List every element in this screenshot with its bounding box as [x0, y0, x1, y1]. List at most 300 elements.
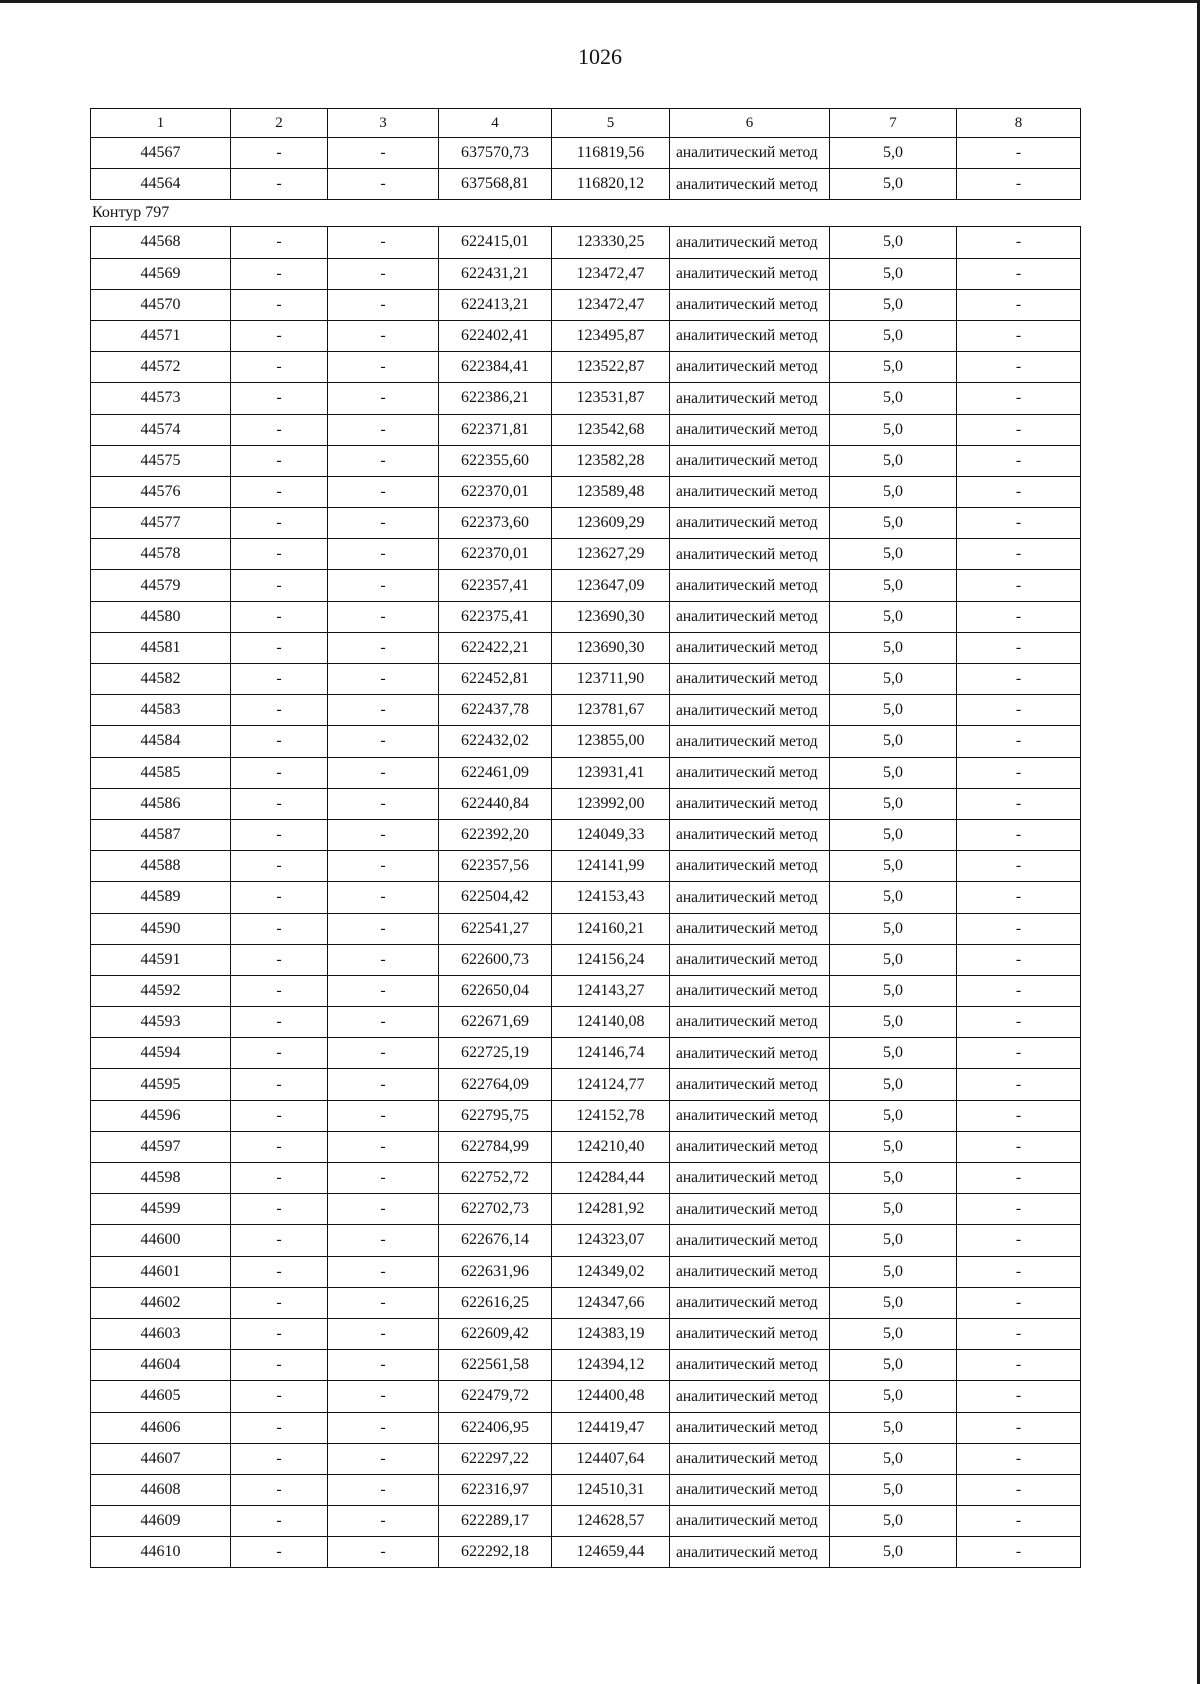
- cell-col-8: -: [957, 1318, 1081, 1349]
- cell-col-5: 123542,68: [552, 414, 670, 445]
- table-row: [91, 476, 1081, 507]
- cell-col-4: 622725,19: [439, 1038, 552, 1069]
- cell-col-7: 5,0: [830, 975, 957, 1006]
- cell-col-5: 124419,47: [552, 1412, 670, 1443]
- cell-col-1: 44585: [91, 757, 231, 788]
- cell-col-3: -: [328, 1194, 439, 1225]
- cell-col-1: 44610: [91, 1537, 231, 1568]
- cell-col-4: 622702,73: [439, 1194, 552, 1225]
- cell-col-6: аналитический метод: [670, 1537, 830, 1568]
- table-row: [91, 664, 1081, 695]
- cell-col-6: аналитический метод: [670, 539, 830, 570]
- cell-col-3: -: [328, 445, 439, 476]
- cell-col-8: 8: [957, 109, 1081, 138]
- cell-col-5: 123609,29: [552, 508, 670, 539]
- cell-col-3: -: [328, 882, 439, 913]
- cell-col-2: -: [231, 788, 328, 819]
- cell-col-8: -: [957, 1443, 1081, 1474]
- table-row: [91, 352, 1081, 383]
- cell-col-8: -: [957, 539, 1081, 570]
- cell-col-2: -: [231, 539, 328, 570]
- cell-col-4: 622292,18: [439, 1537, 552, 1568]
- cell-col-8: -: [957, 258, 1081, 289]
- cell-col-5: 123690,30: [552, 632, 670, 663]
- cell-col-5: 123855,00: [552, 726, 670, 757]
- table-row: [91, 819, 1081, 850]
- cell-col-4: 622541,27: [439, 913, 552, 944]
- cell-col-1: 44602: [91, 1287, 231, 1318]
- cell-col-3: -: [328, 258, 439, 289]
- cell-col-2: -: [231, 695, 328, 726]
- cell-col-4: 622504,42: [439, 882, 552, 913]
- cell-col-1: 44600: [91, 1225, 231, 1256]
- cell-col-4: 622357,41: [439, 570, 552, 601]
- cell-col-1: 44573: [91, 383, 231, 414]
- cell-col-2: -: [231, 352, 328, 383]
- cell-col-5: 116820,12: [552, 169, 670, 200]
- cell-col-8: -: [957, 1474, 1081, 1505]
- cell-col-8: -: [957, 819, 1081, 850]
- cell-col-1: 44579: [91, 570, 231, 601]
- cell-col-7: 5,0: [830, 1100, 957, 1131]
- cell-col-2: -: [231, 975, 328, 1006]
- cell-col-1: 44582: [91, 664, 231, 695]
- cell-col-3: -: [328, 1474, 439, 1505]
- cell-col-3: -: [328, 944, 439, 975]
- cell-col-4: 622440,84: [439, 788, 552, 819]
- cell-col-5: 124284,44: [552, 1163, 670, 1194]
- cell-col-8: -: [957, 289, 1081, 320]
- cell-col-7: 5,0: [830, 138, 957, 169]
- cell-col-2: -: [231, 882, 328, 913]
- cell-col-7: 5,0: [830, 819, 957, 850]
- cell-col-4: 622432,02: [439, 726, 552, 757]
- cell-col-3: -: [328, 1506, 439, 1537]
- cell-col-8: -: [957, 1506, 1081, 1537]
- cell-col-7: 5,0: [830, 632, 957, 663]
- cell-col-5: 124152,78: [552, 1100, 670, 1131]
- cell-col-6: аналитический метод: [670, 1318, 830, 1349]
- cell-col-3: -: [328, 508, 439, 539]
- cell-col-8: -: [957, 1007, 1081, 1038]
- table-row: [91, 1350, 1081, 1381]
- cell-col-8: -: [957, 1225, 1081, 1256]
- cell-col-5: 124153,43: [552, 882, 670, 913]
- cell-col-1: 44592: [91, 975, 231, 1006]
- cell-col-4: 622671,69: [439, 1007, 552, 1038]
- cell-col-2: -: [231, 601, 328, 632]
- cell-col-5: 124210,40: [552, 1131, 670, 1162]
- cell-col-3: -: [328, 726, 439, 757]
- cell-col-4: 622609,42: [439, 1318, 552, 1349]
- cell-col-6: аналитический метод: [670, 289, 830, 320]
- cell-col-6: аналитический метод: [670, 476, 830, 507]
- scan-edge-top: [0, 0, 1200, 3]
- table-row: [91, 138, 1081, 169]
- cell-col-7: 5,0: [830, 1443, 957, 1474]
- cell-col-2: -: [231, 570, 328, 601]
- cell-col-4: 622600,73: [439, 944, 552, 975]
- cell-col-1: 44606: [91, 1412, 231, 1443]
- cell-col-4: 637568,81: [439, 169, 552, 200]
- cell-col-8: -: [957, 227, 1081, 258]
- cell-col-3: -: [328, 757, 439, 788]
- cell-col-7: 5,0: [830, 476, 957, 507]
- cell-col-8: -: [957, 1381, 1081, 1412]
- cell-col-8: -: [957, 1256, 1081, 1287]
- cell-col-5: 123711,90: [552, 664, 670, 695]
- cell-col-2: -: [231, 819, 328, 850]
- cell-col-6: аналитический метод: [670, 1100, 830, 1131]
- cell-col-3: -: [328, 227, 439, 258]
- cell-col-5: 124146,74: [552, 1038, 670, 1069]
- cell-col-4: 622373,60: [439, 508, 552, 539]
- cell-col-2: 2: [231, 109, 328, 138]
- cell-col-3: -: [328, 352, 439, 383]
- cell-col-3: -: [328, 1350, 439, 1381]
- cell-col-2: -: [231, 1537, 328, 1568]
- cell-col-7: 5,0: [830, 383, 957, 414]
- table-row: [91, 695, 1081, 726]
- cell-col-1: 44576: [91, 476, 231, 507]
- cell-col-7: 5,0: [830, 882, 957, 913]
- cell-col-2: -: [231, 913, 328, 944]
- cell-col-7: 5,0: [830, 289, 957, 320]
- table-row: [91, 944, 1081, 975]
- cell-col-5: 123647,09: [552, 570, 670, 601]
- cell-col-5: 124349,02: [552, 1256, 670, 1287]
- cell-col-5: 124323,07: [552, 1225, 670, 1256]
- cell-col-1: 44604: [91, 1350, 231, 1381]
- cell-col-1: 44584: [91, 726, 231, 757]
- cell-col-6: аналитический метод: [670, 726, 830, 757]
- table-row: [91, 539, 1081, 570]
- cell-col-1: 44601: [91, 1256, 231, 1287]
- cell-col-8: -: [957, 320, 1081, 351]
- cell-col-4: 622479,72: [439, 1381, 552, 1412]
- cell-col-6: аналитический метод: [670, 1038, 830, 1069]
- cell-col-3: -: [328, 414, 439, 445]
- cell-col-4: 622422,21: [439, 632, 552, 663]
- table-row: [91, 508, 1081, 539]
- cell-col-7: 5,0: [830, 1287, 957, 1318]
- cell-col-8: -: [957, 882, 1081, 913]
- cell-col-8: -: [957, 1131, 1081, 1162]
- cell-col-8: -: [957, 138, 1081, 169]
- cell-col-5: 123627,29: [552, 539, 670, 570]
- cell-col-4: 622431,21: [439, 258, 552, 289]
- cell-col-1: 44591: [91, 944, 231, 975]
- cell-col-2: -: [231, 227, 328, 258]
- cell-col-2: -: [231, 1443, 328, 1474]
- cell-col-8: -: [957, 570, 1081, 601]
- cell-col-7: 5,0: [830, 352, 957, 383]
- table-row: [91, 1038, 1081, 1069]
- cell-col-3: -: [328, 320, 439, 351]
- cell-col-4: 622561,58: [439, 1350, 552, 1381]
- table-row: [91, 1131, 1081, 1162]
- cell-col-7: 7: [830, 109, 957, 138]
- table-row: [91, 757, 1081, 788]
- cell-col-2: -: [231, 1506, 328, 1537]
- cell-col-1: 44609: [91, 1506, 231, 1537]
- cell-col-4: 622631,96: [439, 1256, 552, 1287]
- table-row: [91, 1287, 1081, 1318]
- cell-col-5: 124394,12: [552, 1350, 670, 1381]
- cell-col-4: 622297,22: [439, 1443, 552, 1474]
- cell-col-6: аналитический метод: [670, 788, 830, 819]
- cell-col-1: 44564: [91, 169, 231, 200]
- cell-col-8: -: [957, 913, 1081, 944]
- cell-col-4: 637570,73: [439, 138, 552, 169]
- cell-col-3: -: [328, 539, 439, 570]
- cell-col-3: 3: [328, 109, 439, 138]
- cell-col-7: 5,0: [830, 1506, 957, 1537]
- table-row: [91, 601, 1081, 632]
- cell-col-8: -: [957, 1069, 1081, 1100]
- table-row: [91, 1225, 1081, 1256]
- cell-col-8: -: [957, 1350, 1081, 1381]
- cell-col-8: -: [957, 1194, 1081, 1225]
- cell-col-4: 622616,25: [439, 1287, 552, 1318]
- table-row: [91, 1194, 1081, 1225]
- cell-col-4: 622795,75: [439, 1100, 552, 1131]
- cell-col-4: 622437,78: [439, 695, 552, 726]
- cell-col-1: 44593: [91, 1007, 231, 1038]
- cell-col-6: аналитический метод: [670, 1225, 830, 1256]
- cell-col-4: 622386,21: [439, 383, 552, 414]
- cell-col-3: -: [328, 289, 439, 320]
- cell-col-1: 44583: [91, 695, 231, 726]
- cell-col-6: аналитический метод: [670, 508, 830, 539]
- cell-col-5: 124140,08: [552, 1007, 670, 1038]
- cell-col-8: -: [957, 726, 1081, 757]
- cell-col-4: 622371,81: [439, 414, 552, 445]
- cell-col-1: 44571: [91, 320, 231, 351]
- cell-col-4: 622370,01: [439, 476, 552, 507]
- cell-col-2: -: [231, 138, 328, 169]
- cell-col-6: аналитический метод: [670, 1350, 830, 1381]
- cell-col-2: -: [231, 383, 328, 414]
- table-row: [91, 1506, 1081, 1537]
- cell-col-7: 5,0: [830, 1256, 957, 1287]
- table-row: [91, 320, 1081, 351]
- cell-col-5: 123522,87: [552, 352, 670, 383]
- cell-col-6: аналитический метод: [670, 1131, 830, 1162]
- table-row: [91, 632, 1081, 663]
- cell-col-2: -: [231, 1007, 328, 1038]
- cell-col-6: аналитический метод: [670, 320, 830, 351]
- cell-col-5: 123690,30: [552, 601, 670, 632]
- cell-col-5: 124141,99: [552, 851, 670, 882]
- cell-col-1: 44607: [91, 1443, 231, 1474]
- cell-col-2: -: [231, 1038, 328, 1069]
- cell-col-1: 44581: [91, 632, 231, 663]
- table-row: [91, 788, 1081, 819]
- cell-col-2: -: [231, 851, 328, 882]
- cell-col-5: 123472,47: [552, 258, 670, 289]
- cell-col-7: 5,0: [830, 1131, 957, 1162]
- cell-col-8: -: [957, 788, 1081, 819]
- cell-col-6: аналитический метод: [670, 445, 830, 476]
- cell-col-6: аналитический метод: [670, 352, 830, 383]
- cell-col-8: -: [957, 445, 1081, 476]
- cell-col-5: 124156,24: [552, 944, 670, 975]
- table-row: [91, 289, 1081, 320]
- table-row: [91, 1318, 1081, 1349]
- cell-col-5: 124124,77: [552, 1069, 670, 1100]
- cell-col-1: 44605: [91, 1381, 231, 1412]
- cell-col-4: 4: [439, 109, 552, 138]
- cell-col-8: -: [957, 1537, 1081, 1568]
- cell-col-7: 5,0: [830, 414, 957, 445]
- cell-col-3: -: [328, 570, 439, 601]
- table-row: [91, 851, 1081, 882]
- cell-col-1: 44578: [91, 539, 231, 570]
- cell-col-6: аналитический метод: [670, 944, 830, 975]
- cell-col-6: аналитический метод: [670, 975, 830, 1006]
- cell-col-5: 124400,48: [552, 1381, 670, 1412]
- cell-col-8: -: [957, 476, 1081, 507]
- table-row: [91, 1069, 1081, 1100]
- cell-col-5: 124659,44: [552, 1537, 670, 1568]
- cell-col-3: -: [328, 1256, 439, 1287]
- cell-col-1: 44589: [91, 882, 231, 913]
- cell-col-4: 622452,81: [439, 664, 552, 695]
- table-row: [91, 383, 1081, 414]
- cell-col-5: 123495,87: [552, 320, 670, 351]
- cell-col-6: аналитический метод: [670, 1256, 830, 1287]
- cell-col-2: -: [231, 1163, 328, 1194]
- cell-col-4: 622650,04: [439, 975, 552, 1006]
- cell-col-3: -: [328, 601, 439, 632]
- cell-col-3: -: [328, 1225, 439, 1256]
- cell-col-5: 123582,28: [552, 445, 670, 476]
- cell-col-1: 44572: [91, 352, 231, 383]
- cell-col-3: -: [328, 1131, 439, 1162]
- column-header-row: [91, 109, 1081, 138]
- cell-col-6: аналитический метод: [670, 1506, 830, 1537]
- cell-col-4: 622392,20: [439, 819, 552, 850]
- cell-col-1: 44595: [91, 1069, 231, 1100]
- cell-col-2: -: [231, 1069, 328, 1100]
- cell-col-7: 5,0: [830, 913, 957, 944]
- cell-col-6: аналитический метод: [670, 258, 830, 289]
- table-row: [91, 1381, 1081, 1412]
- cell-col-6: аналитический метод: [670, 414, 830, 445]
- cell-col-3: -: [328, 169, 439, 200]
- cell-col-3: -: [328, 1287, 439, 1318]
- cell-col-5: 123992,00: [552, 788, 670, 819]
- cell-col-2: -: [231, 1225, 328, 1256]
- cell-col-3: -: [328, 632, 439, 663]
- cell-col-7: 5,0: [830, 1163, 957, 1194]
- cell-col-3: -: [328, 913, 439, 944]
- cell-col-6: аналитический метод: [670, 169, 830, 200]
- cell-col-7: 5,0: [830, 1225, 957, 1256]
- points-table: [90, 226, 1081, 1568]
- cell-col-2: -: [231, 508, 328, 539]
- cell-col-1: 1: [91, 109, 231, 138]
- cell-col-5: 123330,25: [552, 227, 670, 258]
- cell-col-6: аналитический метод: [670, 664, 830, 695]
- cell-col-2: -: [231, 1474, 328, 1505]
- cell-col-4: 622402,41: [439, 320, 552, 351]
- cell-col-6: аналитический метод: [670, 851, 830, 882]
- cell-col-2: -: [231, 726, 328, 757]
- cell-col-5: 124347,66: [552, 1287, 670, 1318]
- cell-col-4: 622406,95: [439, 1412, 552, 1443]
- table-row: [91, 258, 1081, 289]
- cell-col-1: 44577: [91, 508, 231, 539]
- table-row: [91, 570, 1081, 601]
- cell-col-7: 5,0: [830, 508, 957, 539]
- table-row: [91, 1007, 1081, 1038]
- cell-col-7: 5,0: [830, 944, 957, 975]
- cell-col-7: 5,0: [830, 664, 957, 695]
- cell-col-6: аналитический метод: [670, 1007, 830, 1038]
- cell-col-5: 124160,21: [552, 913, 670, 944]
- table-row: [91, 169, 1081, 200]
- cell-col-6: аналитический метод: [670, 1287, 830, 1318]
- cell-col-8: -: [957, 757, 1081, 788]
- cell-col-2: -: [231, 414, 328, 445]
- cell-col-2: -: [231, 1350, 328, 1381]
- cell-col-4: 622316,97: [439, 1474, 552, 1505]
- cell-col-2: -: [231, 632, 328, 663]
- cell-col-1: 44568: [91, 227, 231, 258]
- cell-col-8: -: [957, 601, 1081, 632]
- cell-col-3: -: [328, 1537, 439, 1568]
- cell-col-1: 44580: [91, 601, 231, 632]
- cell-col-3: -: [328, 664, 439, 695]
- cell-col-8: -: [957, 1163, 1081, 1194]
- cell-col-2: -: [231, 258, 328, 289]
- cell-col-2: -: [231, 169, 328, 200]
- cell-col-5: 123589,48: [552, 476, 670, 507]
- cell-col-3: -: [328, 851, 439, 882]
- cell-col-6: аналитический метод: [670, 882, 830, 913]
- table-row: [91, 1443, 1081, 1474]
- cell-col-7: 5,0: [830, 1474, 957, 1505]
- cell-col-2: -: [231, 289, 328, 320]
- cell-col-5: 124510,31: [552, 1474, 670, 1505]
- table-row: [91, 913, 1081, 944]
- cell-col-8: -: [957, 632, 1081, 663]
- cell-col-7: 5,0: [830, 1069, 957, 1100]
- cell-col-5: 123531,87: [552, 383, 670, 414]
- cell-col-7: 5,0: [830, 726, 957, 757]
- cell-col-1: 44590: [91, 913, 231, 944]
- cell-col-4: 622415,01: [439, 227, 552, 258]
- cell-col-2: -: [231, 320, 328, 351]
- cell-col-6: аналитический метод: [670, 913, 830, 944]
- cell-col-1: 44594: [91, 1038, 231, 1069]
- cell-col-3: -: [328, 1069, 439, 1100]
- cell-col-5: 116819,56: [552, 138, 670, 169]
- cell-col-5: 124628,57: [552, 1506, 670, 1537]
- cell-col-8: -: [957, 664, 1081, 695]
- cell-col-6: аналитический метод: [670, 570, 830, 601]
- cell-col-7: 5,0: [830, 1194, 957, 1225]
- table-row: [91, 414, 1081, 445]
- cell-col-8: -: [957, 851, 1081, 882]
- cell-col-7: 5,0: [830, 169, 957, 200]
- cell-col-2: -: [231, 757, 328, 788]
- cell-col-1: 44596: [91, 1100, 231, 1131]
- cell-col-3: -: [328, 1163, 439, 1194]
- cell-col-7: 5,0: [830, 851, 957, 882]
